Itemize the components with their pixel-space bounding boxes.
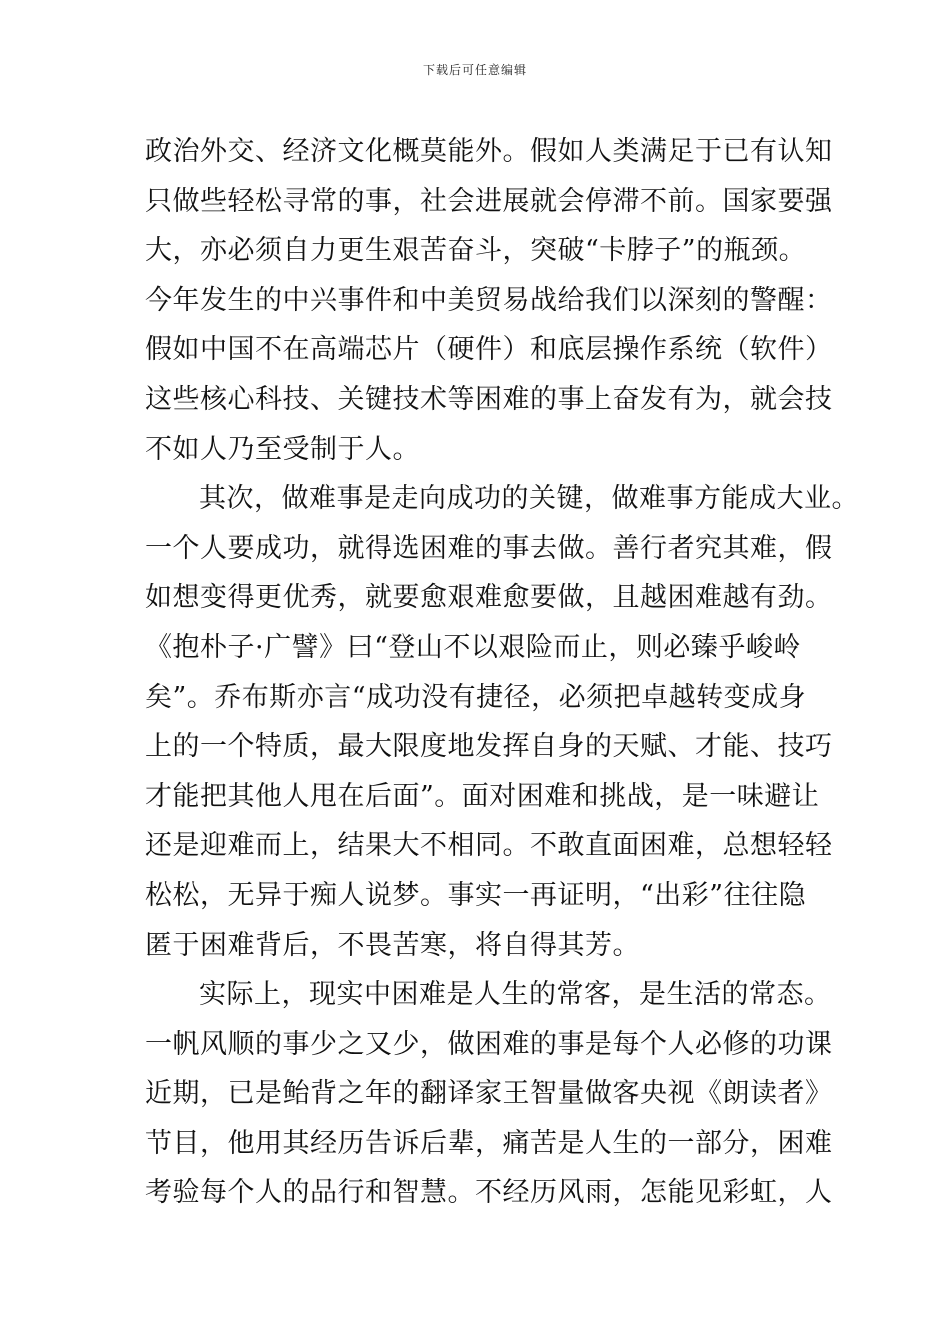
text-line: 松松，无异于痴人说梦。事实一再证明，“出彩”往往隐 [145,879,807,911]
text-line: 一个人要成功，就得选困难的事去做。善行者究其难，假 [145,532,833,564]
text-line: 只做些轻松寻常的事，社会进展就会停滞不前。国家要强 [145,185,833,217]
text-line: 不如人乃至受制于人。 [145,433,420,465]
text-line: 考验每个人的品行和智慧。不经历风雨，怎能见彩虹，人 [145,1177,833,1209]
header-note: 下载后可任意编辑 [422,63,527,77]
text-line: 一帆风顺的事少之又少，做困难的事是每个人必修的功课 [145,1028,833,1060]
text-line: 匿于困难背后，不畏苦寒，将自得其芳。 [145,929,640,961]
text-line: 才能把其他人甩在后面”。面对困难和挑战，是一味避让 [145,780,820,812]
text-line: 还是迎难而上，结果大不相同。不敢直面困难，总想轻轻 [145,830,833,862]
text-line: 假如中国不在高端芯片（硬件）和底层操作系统（软件） [145,334,833,366]
text-line: 如想变得更优秀，就要愈艰难愈要做，且越困难越有劲。 [145,582,833,614]
text-line: 政治外交、经济文化概莫能外。假如人类满足于已有认知 [145,136,833,167]
text-line: 今年发生的中兴事件和中美贸易战给我们以深刻的警醒： [145,284,833,316]
body-text [145,127,859,1218]
paragraph-start-line: 其次，做难事是走向成功的关键，做难事方能成大业。 [199,483,859,515]
text-line: 大，亦必须自力更生艰苦奋斗，突破“卡脖子”的瓶颈。 [145,235,807,267]
text-line: 《抱朴子·广譬》曰“登山不以艰险而止，则必臻乎峻岭 [145,631,801,663]
paragraph-start-line: 实际上，现实中困难是人生的常客，是生活的常态。 [199,979,832,1011]
text-line: 近期，已是鲐背之年的翻译家王智量做客央视《朗读者》 [145,1078,833,1110]
text-line: 矣”。乔布斯亦言“成功没有捷径，必须把卓越转变成身 [145,681,807,713]
text-line: 上的一个特质，最大限度地发挥自身的天赋、才能、技巧 [145,731,833,763]
text-line: 这些核心科技、关键技术等困难的事上奋发有为，就会技 [145,383,833,415]
text-line: 节目，他用其经历告诉后辈，痛苦是人生的一部分，困难 [145,1127,833,1159]
